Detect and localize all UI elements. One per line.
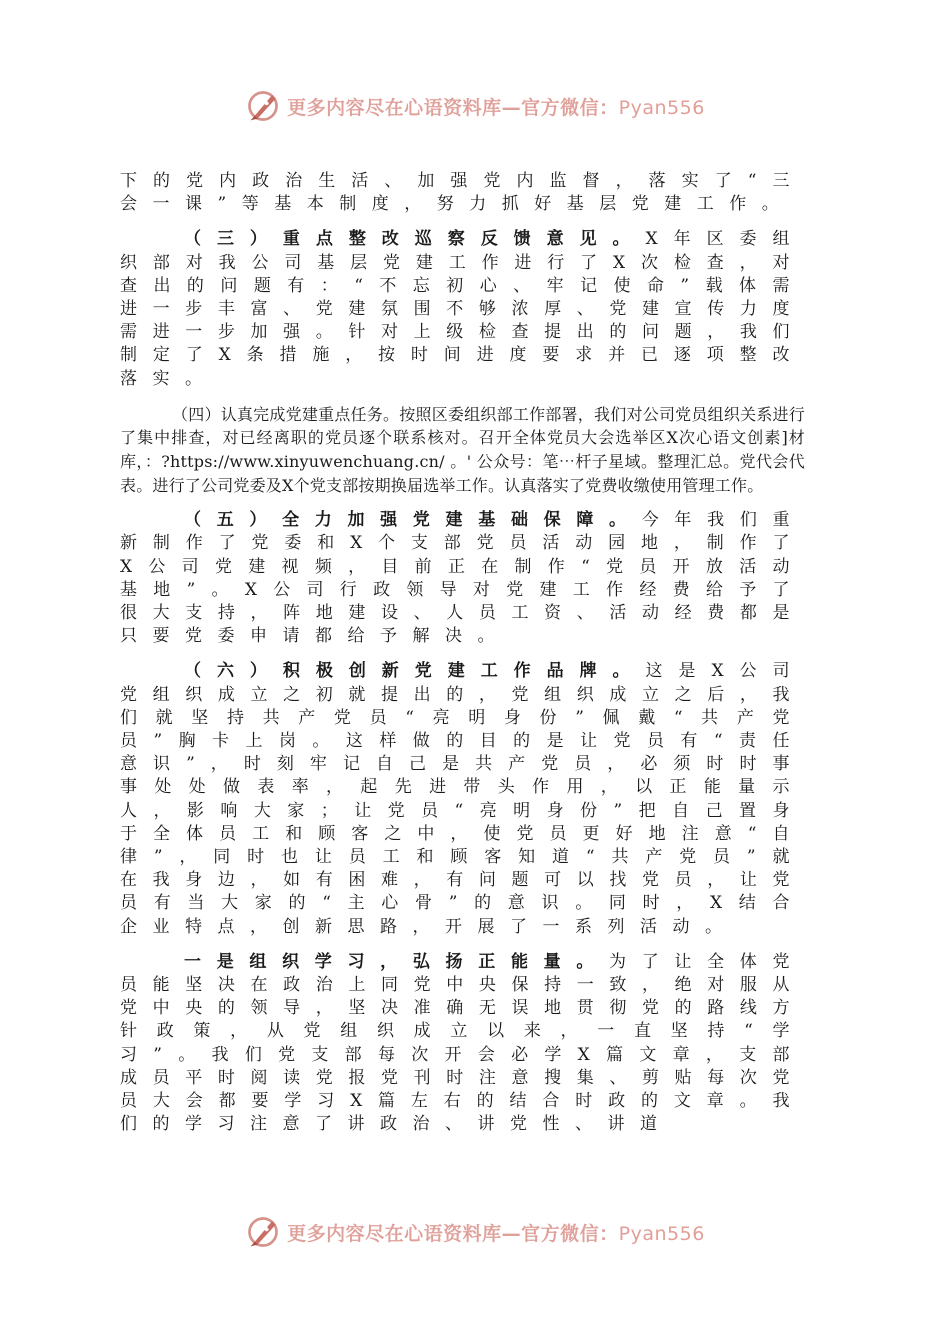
- section-heading-3: （三）重点整改巡察反馈意见。: [184, 229, 646, 250]
- paragraph-5: （六）积极创新党建工作品牌。这是X公司党组织成立之初就提出的，党组织成立之后，我们就坚持共产党员“亮明身份”佩戴“共产党员”胸卡上岗。这样做的目的是让党员有“责任意识”，时刻牢记自己是共产党员，必须时时事事处处做表率，起先进带头作用，以正能量示人，影响大家；让党员“亮明身份”把自己置身于全体员工和顾客之中，使党员更好地注意“自律”，同时也让员工和顾客知道“共产党员”就在我身边，如有困难，有问题可以找党员，让党员有当大家的“主心骨”的意识。同时，X结合企业特点，创新思路，开展了一系列活动。: [120, 661, 805, 937]
- wechat-id: Pyan556: [618, 96, 705, 119]
- subsection-heading-1: 一是组织学习，弘扬正能量。: [184, 951, 610, 972]
- wechat-id: Pyan556: [618, 1222, 705, 1245]
- banner-text: 更多内容尽在心语资料库—官方微信：Pyan556: [287, 1222, 705, 1245]
- document-body: [120, 170, 805, 1136]
- paragraph-3: （四）认真完成党建重点任务。按照区委组织部工作部署，我们对公司党员组织关系进行了集中排查，对已经离职的党员逐个联系核对。召开全体党员大会选举区X次心语文创素]材库，：?https://www.xinyuwenchuang.cn/ 。' 公众号：笔⋯杆子星域。整理汇总。党代会代表。进行了公司党委及X个党支部按期换届选举工作。认真落实了党费收缴使用管理工作。: [120, 404, 805, 495]
- header-banner: [0, 84, 950, 128]
- section-heading-6: （六）积极创新党建工作品牌。: [184, 661, 646, 682]
- paragraph-4: （五）全力加强党建基础保障。今年我们重新制作了党委和X个支部党员活动园地，制作了X公司党建视频，目前正在制作“党员开放活动基地”。X公司行政领导对党建工作经费给予了很大支持，阵地建设、人员工资、活动经费都是只要党委申请都给予解决。: [120, 510, 806, 647]
- paragraph-1: 下的党内政治生活、加强党内监督，落实了“三会一课”等基本制度，努力抓好基层党建工作。: [120, 171, 805, 215]
- section-heading-5: （五）全力加强党建基础保障。: [184, 510, 642, 531]
- banner-text: 更多内容尽在心语资料库—官方微信：Pyan556: [287, 96, 705, 119]
- pen-nib-icon: [245, 1214, 281, 1250]
- paragraph-2: （三）重点整改巡察反馈意见。X年区委组织部对我公司基层党建工作进行了X次检查，对查出的问题有：“不忘初心、牢记使命”载体需进一步丰富、党建氛围不够浓厚、党建宣传力度需进一步加强。针对上级检查提出的问题，我们制定了X条措施，按时间进度要求并已逐项整改落实。: [120, 229, 805, 389]
- pen-nib-icon: [245, 88, 281, 124]
- footer-banner: [0, 1210, 950, 1254]
- paragraph-6: 一是组织学习，弘扬正能量。为了让全体党员能坚决在政治上同党中央保持一致，绝对服从党中央的领导，坚决准确无误地贯彻党的路线方针政策，从党组织成立以来，一直坚持“学习”。我们党支部每次开会必学X篇文章，支部成员平时阅读党报党刊时注意搜集、剪贴每次党员大会都要学习X篇左右的结合时政的文章。我们的学习注意了讲政治、讲党性、讲道: [120, 951, 806, 1135]
